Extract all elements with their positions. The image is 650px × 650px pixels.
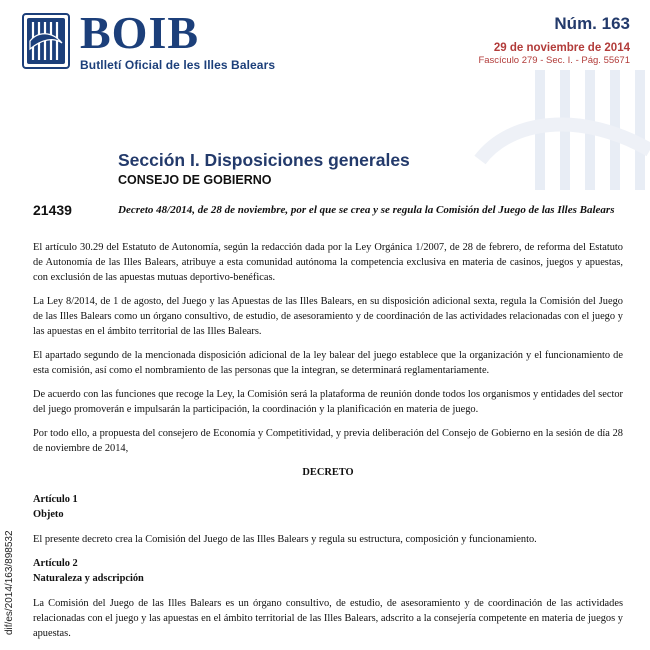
brand-block	[80, 7, 276, 72]
side-identifier	[2, 420, 18, 635]
fascicle-info: Fascículo 279 - Sec. I. - Pág. 55671	[478, 55, 630, 66]
article-number: Artículo 1	[33, 494, 78, 505]
paragraph: El artículo 30.29 del Estatuto de Autonomía, según la redacción dada por la Ley Orgánica 1/2007, de 28 de febrero, de reforma del Estatuto de Autonomía de las Illes Balears, atribuye a esta comunidad autónoma la competencia exclusiva en materia de casinos, juegos y apuestas, con exclusión de las apuestas mutuas deportivo-benéficas.	[33, 242, 623, 283]
document-body	[33, 240, 623, 650]
section-title: Sección I. Disposiciones generales	[118, 150, 410, 170]
article-text: El presente decreto crea la Comisión del Juego de las Illes Balears y regula su estructura, composición y funcionamiento.	[33, 534, 537, 545]
article-title: Objeto	[33, 509, 64, 520]
decree-title: Decreto 48/2014, de 28 de noviembre, por el que se crea y se regula la Comisión del Juego de las Illes Balears	[118, 204, 615, 216]
article-number: Artículo 2	[33, 558, 78, 569]
watermark-emblem-icon	[470, 70, 650, 190]
article-text: La Comisión del Juego de las Illes Balears es un órgano consultivo, de estudio, de asesoramiento y de coordinación de las actividades relacionadas con el juego y las apuestas en el ámbito territorial de las Illes Balears, adscrito a la consejería competente en materia de juegos y apuestas.	[33, 598, 623, 639]
decree-heading: DECRETO	[302, 467, 354, 478]
brand-subtitle: Butlletí Oficial de les Illes Balears	[80, 58, 276, 72]
paragraph: De acuerdo con las funciones que recoge la Ley, la Comisión será la plataforma de reunión donde todos los organismos y entidades del sector del juego promoverán e impulsarán la participación, la coordinación y la planificación en materia de juego.	[33, 389, 623, 415]
issuing-body: CONSEJO DE GOBIERNO	[118, 173, 272, 187]
brand-name: BOIB	[80, 7, 200, 58]
paragraph: Por todo ello, a propuesta del consejero de Economía y Competitividad, y previa deliberación del Consejo de Gobierno en la sesión de día 28 de noviembre de 2014,	[33, 428, 623, 454]
register-number: 21439	[33, 202, 72, 218]
article-title: Naturaleza y adscripción	[33, 573, 144, 584]
issue-number: Núm. 163	[554, 14, 630, 33]
issue-date: 29 de noviembre de 2014	[493, 42, 630, 54]
side-identifier-text: dif/es/2014/163/898532	[4, 530, 15, 635]
paragraph: El apartado segundo de la mencionada disposición adicional de la ley balear del juego establece que la organización y el funcionamiento de esta comisión, así como el nombramiento de las personas que la integran, se determinará reglamentariamente.	[33, 350, 623, 376]
paragraph: La Ley 8/2014, de 1 de agosto, del Juego y las Apuestas de las Illes Balears, en su disposición adicional sexta, regula la Comisión del Juego de las Illes Balears como un órgano consultivo, de estudio, de asesoramiento y de coordinación de las actividades relacionadas con el juego y las apuestas en el ámbito territorial de las Illes Balears.	[33, 296, 623, 337]
issue-info	[478, 14, 630, 66]
boib-emblem-icon	[22, 13, 70, 69]
